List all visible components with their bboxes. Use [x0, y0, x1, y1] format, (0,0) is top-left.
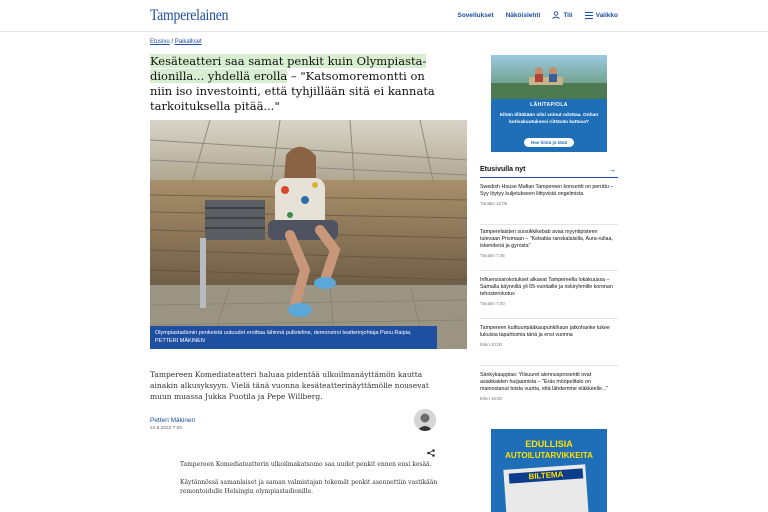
top-nav — [457, 11, 618, 19]
news-item[interactable] — [480, 372, 618, 401]
ad-text: Eihän tilitäkään olisi voinut odottaa. Onhan kotivakuutuksesi riittävän kattava? — [499, 113, 599, 125]
site-logo[interactable]: Tamperelainen — [150, 7, 229, 24]
ad-lahitapiola[interactable] — [491, 55, 607, 152]
news-title: Tamperelaisten suosikkikebab avaa myyntipisteen tulevaan Prismaan – "Kebabia ranskalaisilla, Aura-rullaa, iskenderiä ja gyrosta" — [480, 229, 613, 249]
ad-brand: LÄHITAPIOLA — [530, 102, 568, 108]
news-item[interactable] — [480, 229, 618, 258]
ad-headline: EDULLISIA — [525, 439, 573, 449]
news-title: Tampereen kulttuuripääkaupunkihaun jatkohanke tukee lukuisia tapahtumia tänä ja ensi vuonna — [480, 325, 610, 338]
arrow-right-icon[interactable]: → — [608, 165, 616, 174]
nav-menu[interactable] — [585, 12, 618, 19]
nav-account[interactable] — [552, 11, 572, 19]
ad-photo — [491, 55, 607, 99]
photo-illustration — [150, 120, 467, 349]
publish-date: 24.8.2022 7:00 — [150, 426, 183, 431]
body-paragraph: Tampereen Komediateatterin ulkoilmakatsomo saa uudet penkit ennen ensi kesää. — [180, 461, 432, 468]
article-lead: Tampereen Komediateatteri haluaa pidentää ulkoilmanäyttämön kautta ainakin alkusyksyyn. Vielä tänä vuonna kesäteatterinäyttämölle nousevat muun muassa Jukka Puotila ja Pepe Willberg. — [150, 370, 429, 401]
news-time: Tänään 7:00 — [480, 301, 505, 306]
news-divider — [480, 224, 618, 225]
news-title: Influenssarokotukset alkavat Tampereella lokakuussa – Samalla käynnillä yli 65-vuotiaille ja riskiryhmille koronan tehosterokotus — [480, 277, 613, 297]
news-time: Eilen 20:00 — [480, 342, 502, 347]
nav-label: Näköislehti — [505, 11, 541, 19]
ad-biltema[interactable] — [491, 429, 607, 512]
nav-naKoislehti[interactable] — [506, 12, 541, 19]
nav-label: Tili — [563, 11, 573, 19]
breadcrumb-home[interactable]: Etusivu — [150, 39, 170, 45]
news-title: Sänkykauppias: Ylisuuret alennusprosentit ovat asiakkaiden huijaamista – "Eräs mööpelitalo on mainostanut toista vuotta, että lähdemme eläkkeelle..." — [480, 372, 609, 392]
author-name[interactable]: Petteri Mäkinen — [150, 417, 196, 424]
news-item[interactable] — [480, 184, 618, 206]
article-photo — [150, 120, 467, 349]
breadcrumb-separator: / — [169, 39, 175, 45]
avatar-illustration — [414, 409, 436, 431]
site-header — [0, 0, 768, 32]
article-body — [180, 460, 440, 505]
breadcrumb-category[interactable]: Paikalliset — [174, 39, 202, 45]
nav-sovellukset[interactable] — [457, 12, 493, 19]
hamburger-icon — [585, 12, 593, 19]
news-time: Eilen 18:00 — [480, 396, 502, 401]
user-icon — [552, 11, 560, 19]
author-avatar — [414, 409, 436, 431]
news-divider — [480, 365, 618, 366]
body-paragraph: Käytännössä samanlaiset ja saman valmistajan tekemät penkit asennettiin vastikään remontoidulle Helsingin olympiastadionille. — [180, 479, 438, 495]
sidebar-title: Etusivulla nyt — [480, 166, 526, 173]
breadcrumb — [150, 39, 202, 45]
news-divider — [480, 318, 618, 319]
news-item[interactable] — [480, 277, 618, 306]
news-title: Swedish House Mafian Tampereen konsertti on peruttu – Syy löytyy kuljetukseen liittyvistä ongelmista — [480, 184, 614, 197]
ad-logo: BILTEMA — [509, 468, 584, 483]
article-headline — [150, 54, 450, 114]
news-item[interactable] — [480, 325, 618, 347]
ad-subheadline: AUTOILUTARVIKKEITA — [505, 451, 593, 460]
nav-label: Valikko — [595, 11, 618, 19]
nav-label: Sovellukset — [457, 11, 494, 19]
ad-photo-illustration — [491, 55, 607, 99]
headline-highlight: Kesäteatteri saa samat penkit kuin Olympiasta-dionilla... yhdellä erolla — [150, 54, 427, 83]
headline-quote: – "Katsomoremontti on niin iso investointi, että tyhjillään sitä ei kannata tarkoituksella pitää..." — [150, 69, 435, 113]
news-divider — [480, 270, 618, 271]
news-time: Tänään 7:46 — [480, 253, 505, 258]
news-time: Tänään 12:06 — [480, 201, 508, 206]
ad-cta-button[interactable]: Hae hinta jo tänä — [524, 138, 574, 147]
sidebar-divider — [480, 177, 618, 178]
photo-caption: Olympiastadionin penkeistä uutuudet eroittaa lähinnä pulloteline, demonstroi teatterinjohtaja Panu Raipia. PETTERI MÄKINEN — [150, 326, 437, 349]
